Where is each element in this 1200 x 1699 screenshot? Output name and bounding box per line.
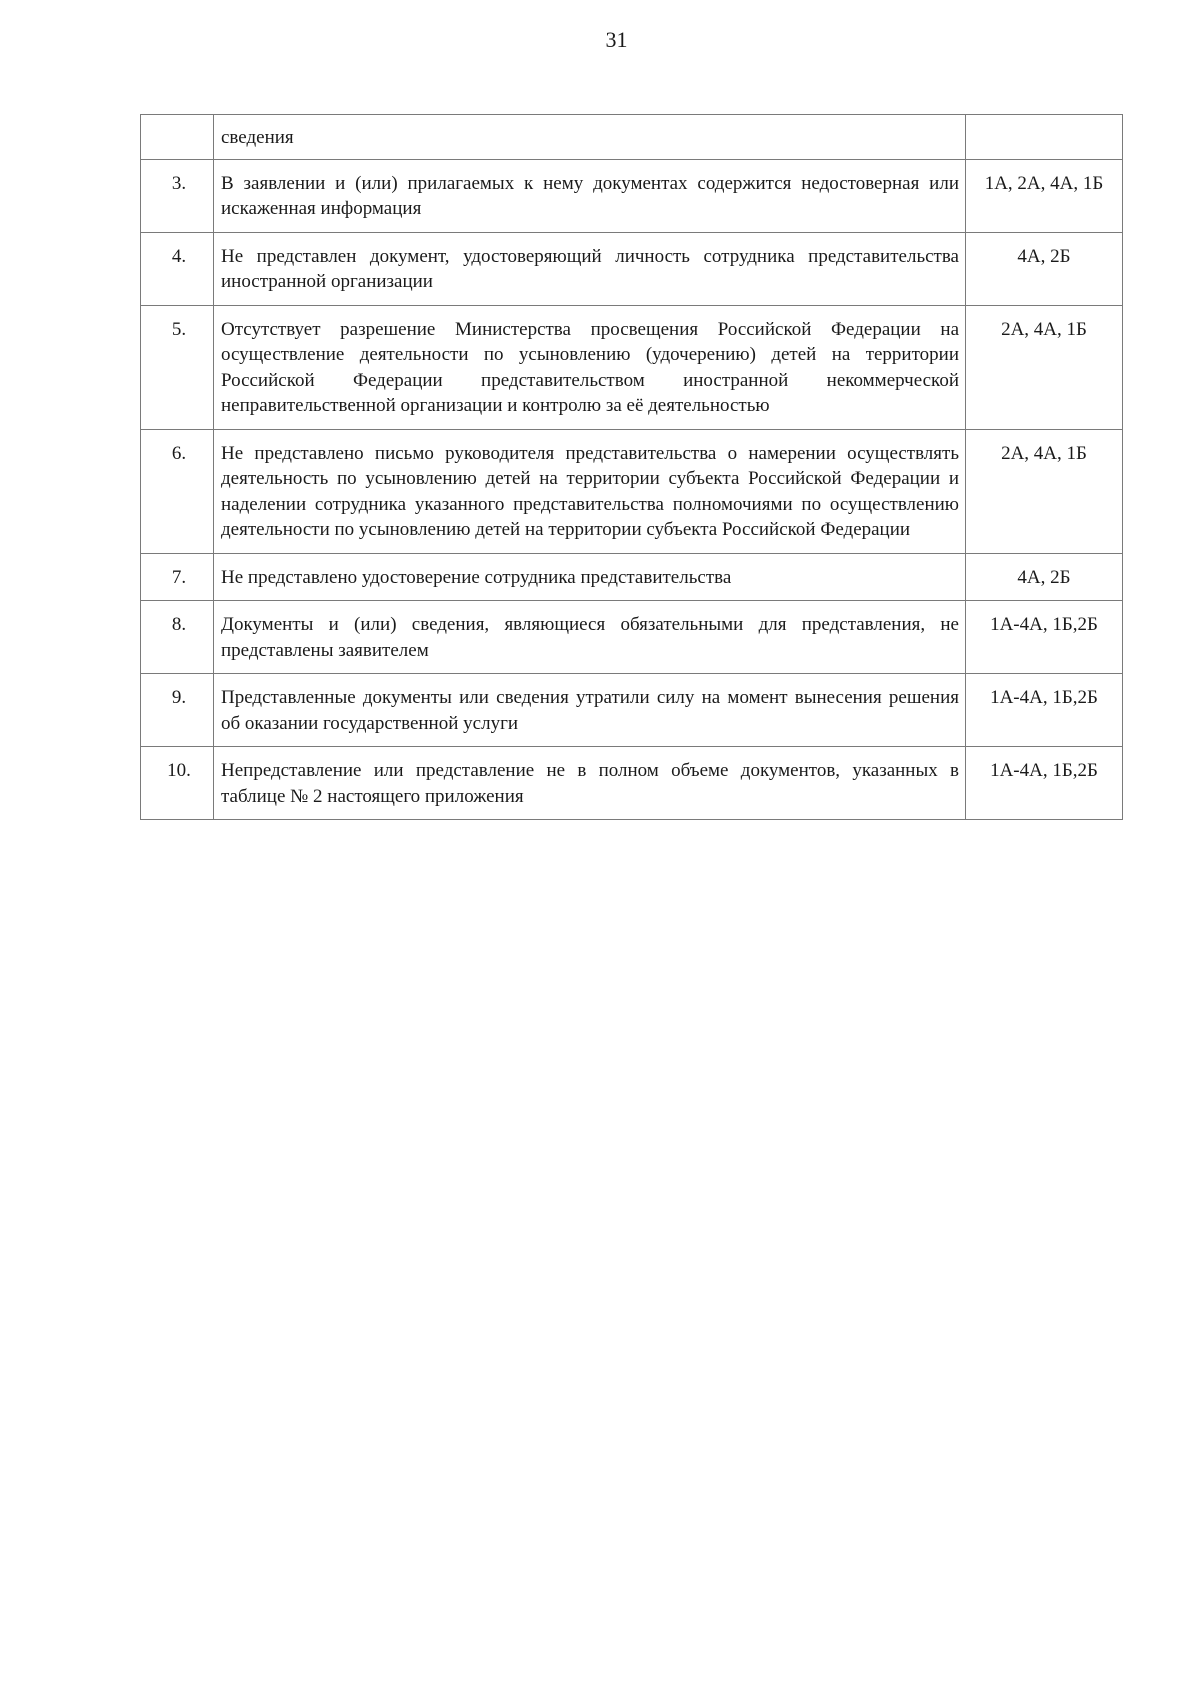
row-codes: 1А-4А, 1Б,2Б: [966, 747, 1123, 820]
row-description: Не представлен документ, удостоверяющий личность сотрудника представительства иностранной организации: [214, 232, 966, 305]
table-row: [141, 747, 1123, 820]
row-codes: [966, 115, 1123, 160]
row-number: 7.: [141, 553, 214, 601]
row-description: Представленные документы или сведения утратили силу на момент вынесения решения об оказании государственной услуги: [214, 674, 966, 747]
row-codes: 1А, 2А, 4А, 1Б: [966, 159, 1123, 232]
table-row: [141, 115, 1123, 160]
row-description: Документы и (или) сведения, являющиеся обязательными для представления, не представлены заявителем: [214, 601, 966, 674]
row-description: Непредставление или представление не в полном объеме документов, указанных в таблице № 2 настоящего приложения: [214, 747, 966, 820]
row-description: Отсутствует разрешение Министерства просвещения Российской Федерации на осуществление деятельности по усыновлению (удочерению) детей на территории Российской Федерации представительством иностранной некоммерческой неправительственной организации и контролю за её деятельностью: [214, 305, 966, 429]
table-row: [141, 553, 1123, 601]
row-codes: 1А-4А, 1Б,2Б: [966, 601, 1123, 674]
row-number: 6.: [141, 429, 214, 553]
row-number: 8.: [141, 601, 214, 674]
page-number: 31: [605, 27, 628, 52]
table-row: [141, 232, 1123, 305]
row-number: 4.: [141, 232, 214, 305]
row-codes: 1А-4А, 1Б,2Б: [966, 674, 1123, 747]
refusal-grounds-table: [140, 114, 1123, 820]
row-description: Не представлено удостоверение сотрудника представительства: [214, 553, 966, 601]
row-codes: 4А, 2Б: [966, 553, 1123, 601]
row-codes: 2А, 4А, 1Б: [966, 305, 1123, 429]
table-row: [141, 674, 1123, 747]
row-description: В заявлении и (или) прилагаемых к нему документах содержится недостоверная или искаженная информация: [214, 159, 966, 232]
row-number: 10.: [141, 747, 214, 820]
row-number: 9.: [141, 674, 214, 747]
row-description: сведения: [214, 115, 966, 160]
table-row: [141, 305, 1123, 429]
row-description: Не представлено письмо руководителя представительства о намерении осуществлять деятельность по усыновлению детей на территории субъекта Российской Федерации и наделении сотрудника указанного представительства полномочиями по осуществлению деятельности по усыновлению детей на территории субъекта Российской Федерации: [214, 429, 966, 553]
row-number: [141, 115, 214, 160]
row-number: 3.: [141, 159, 214, 232]
table-row: [141, 601, 1123, 674]
table-row: [141, 159, 1123, 232]
row-codes: 2А, 4А, 1Б: [966, 429, 1123, 553]
row-codes: 4А, 2Б: [966, 232, 1123, 305]
table-row: [141, 429, 1123, 553]
row-number: 5.: [141, 305, 214, 429]
